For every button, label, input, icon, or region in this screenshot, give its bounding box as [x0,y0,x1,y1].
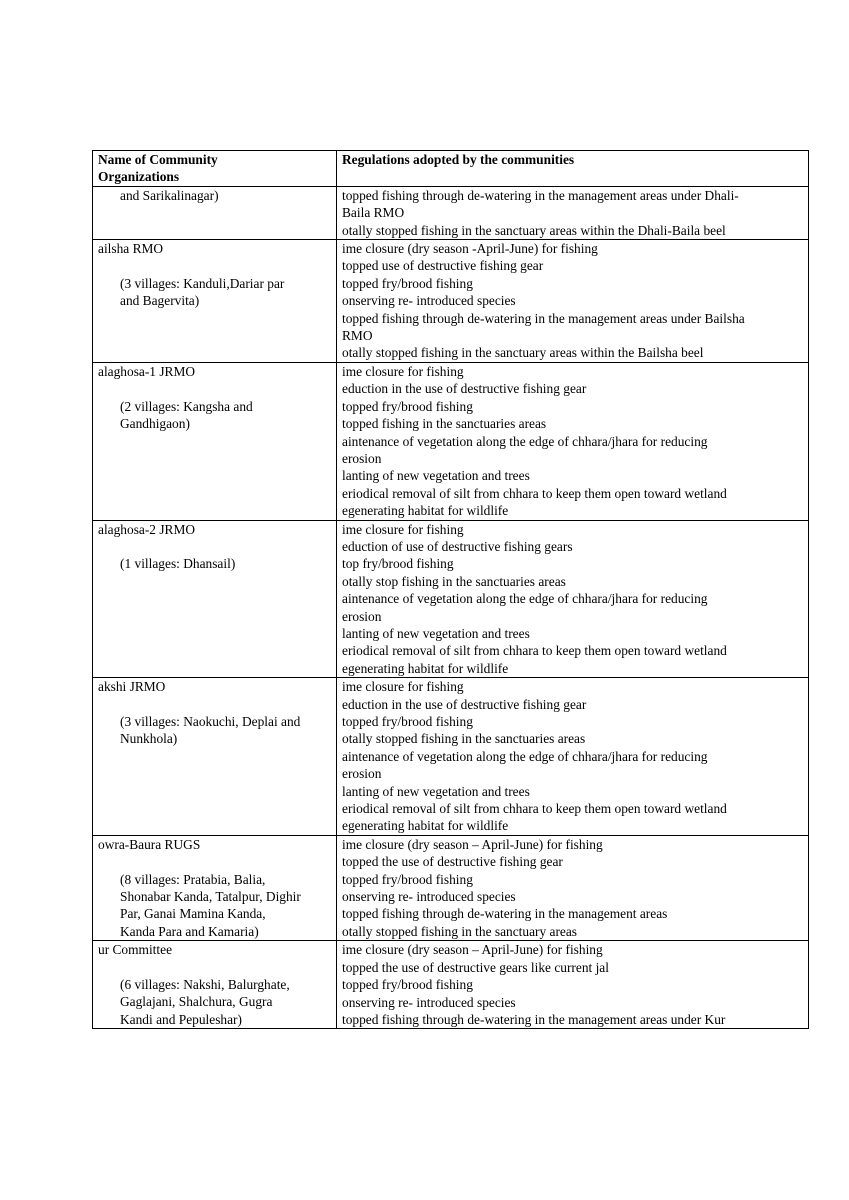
spacer-line [98,696,332,713]
regulation-line: topped fry/brood fishing [342,275,473,291]
organization-cell [93,941,337,1029]
header-regulations [337,151,809,187]
table-header-row [93,151,809,187]
regulation-line: lanting of new vegetation and trees [342,783,530,799]
regulations-cell [337,941,809,1029]
organization-line: (3 villages: Kanduli,Dariar par [120,275,285,291]
regulation-line: eriodical removal of silt from chhara to keep them open toward wetland [342,801,727,817]
regulation-line: otally stopped fishing in the sanctuary areas within the Bailsha beel [342,345,704,361]
organization-line: akshi JRMO [98,679,166,695]
spacer-line [98,257,332,274]
organization-cell [93,186,337,239]
regulation-line: eduction in the use of destructive fishing gear [342,696,587,712]
regulation-line: topped the use of destructive gears like current jal [342,959,609,975]
regulation-line: aintenance of vegetation along the edge of chhara/jhara for reducing [342,748,708,764]
regulation-line: topped fry/brood fishing [342,871,473,887]
header-line: Organizations [98,169,180,185]
regulation-line: egenerating habitat for wildlife [342,818,509,834]
regulation-line: onserving re- introduced species [342,889,516,905]
organization-line: and Bagervita) [120,293,200,309]
regulation-line: otally stopped fishing in the sanctuary areas [342,923,578,939]
regulation-line: ime closure (dry season – April-June) for fishing [342,836,603,852]
regulation-line: erosion [342,766,382,782]
regulations-cell [337,240,809,363]
organization-line: (3 villages: Naokuchi, Deplai and [120,713,301,729]
organization-line: Nunkhola) [120,731,178,747]
regulation-line: topped fry/brood fishing [342,977,473,993]
table-row [93,240,809,363]
organization-line: (2 villages: Kangsha and [120,398,253,414]
organization-cell [93,520,337,678]
regulation-line: onserving re- introduced species [342,994,516,1010]
regulation-line: egenerating habitat for wildlife [342,503,509,519]
spacer-line [98,380,332,397]
regulation-line: topped fry/brood fishing [342,398,473,414]
table-row [93,362,809,520]
table-row [93,678,809,836]
regulations-cell [337,186,809,239]
regulations-cell [337,362,809,520]
organization-cell [93,240,337,363]
organization-line: alaghosa-2 JRMO [98,521,196,537]
organization-line: alaghosa-1 JRMO [98,363,196,379]
regulation-line: otally stop fishing in the sanctuaries areas [342,573,566,589]
regulation-line: egenerating habitat for wildlife [342,660,509,676]
regulation-line: lanting of new vegetation and trees [342,625,530,641]
organization-line: and Sarikalinagar) [120,187,219,203]
organization-line: (1 villages: Dhansail) [120,556,236,572]
table-row [93,941,809,1029]
table-row [93,520,809,678]
organization-line: owra-Baura RUGS [98,836,201,852]
organization-line: (6 villages: Nakshi, Balurghate, [120,977,290,993]
regulation-line: ime closure for fishing [342,521,464,537]
organization-line: Gaglajani, Shalchura, Gugra [120,994,273,1010]
regulation-line: eduction in the use of destructive fishing gear [342,381,587,397]
header-line: Regulations adopted by the communities [342,152,575,167]
regulation-line: topped fry/brood fishing [342,714,473,729]
regulation-line: aintenance of vegetation along the edge of chhara/jhara for reducing [342,591,708,607]
regulation-line: ime closure for fishing [342,363,464,379]
regulation-line: ime closure (dry season -April-June) for fishing [342,241,598,257]
regulation-line: ime closure for fishing [342,679,464,695]
regulation-line: topped fishing through de-watering in the management areas [342,906,668,922]
organization-line: Kanda Para and Kamaria) [120,923,259,939]
regulations-cell [337,520,809,678]
regulation-line: eduction of use of destructive fishing gears [342,538,573,554]
spacer-line [98,853,332,870]
regulation-line: topped fishing through de-watering in the management areas under Dhali- [342,187,739,203]
regulation-line: RMO [342,328,373,344]
regulation-line: ime closure (dry season – April-June) for fishing [342,942,603,958]
organization-line: (8 villages: Pratabia, Balia, [120,871,266,887]
organization-cell [93,678,337,836]
regulation-line: topped fishing through de-watering in the management areas under Kur [342,1011,726,1027]
organization-line: Par, Ganai Mamina Kanda, [120,906,266,922]
spacer-line [98,959,332,976]
organization-line: ailsha RMO [98,241,164,257]
regulation-line: otally stopped fishing in the sanctuaries areas [342,731,586,747]
regulations-cell [337,835,809,940]
organization-line: Kandi and Pepuleshar) [120,1011,242,1027]
regulation-line: otally stopped fishing in the sanctuary areas within the Dhali-Baila beel [342,222,726,238]
regulation-line: aintenance of vegetation along the edge of chhara/jhara for reducing [342,433,708,449]
table-body [93,186,809,1029]
regulation-line: topped the use of destructive fishing gear [342,854,563,870]
regulations-cell [337,678,809,836]
header-line: Name of Community [98,152,218,167]
regulation-line: topped fishing through de-watering in the management areas under Bailsha [342,310,745,326]
regulation-line: topped fishing in the sanctuaries areas [342,416,547,432]
organization-cell [93,362,337,520]
organization-line: Gandhigaon) [120,416,190,432]
table-row [93,835,809,940]
header-organizations [93,151,337,187]
regulation-line: top fry/brood fishing [342,556,454,572]
regulation-line: onserving re- introduced species [342,293,516,309]
organization-line: ur Committee [98,942,173,958]
regulation-line: lanting of new vegetation and trees [342,468,530,484]
table-row [93,186,809,239]
spacer-line [98,538,332,555]
organization-cell [93,835,337,940]
regulation-line: eriodical removal of silt from chhara to keep them open toward wetland [342,485,727,501]
regulation-line: topped use of destructive fishing gear [342,258,544,274]
organization-line: Shonabar Kanda, Tatalpur, Dighir [120,889,301,905]
regulation-line: eriodical removal of silt from chhara to keep them open toward wetland [342,643,727,659]
regulation-line: Baila RMO [342,205,405,221]
regulation-line: erosion [342,608,382,624]
regulations-table [92,150,809,1029]
regulation-line: erosion [342,450,382,466]
